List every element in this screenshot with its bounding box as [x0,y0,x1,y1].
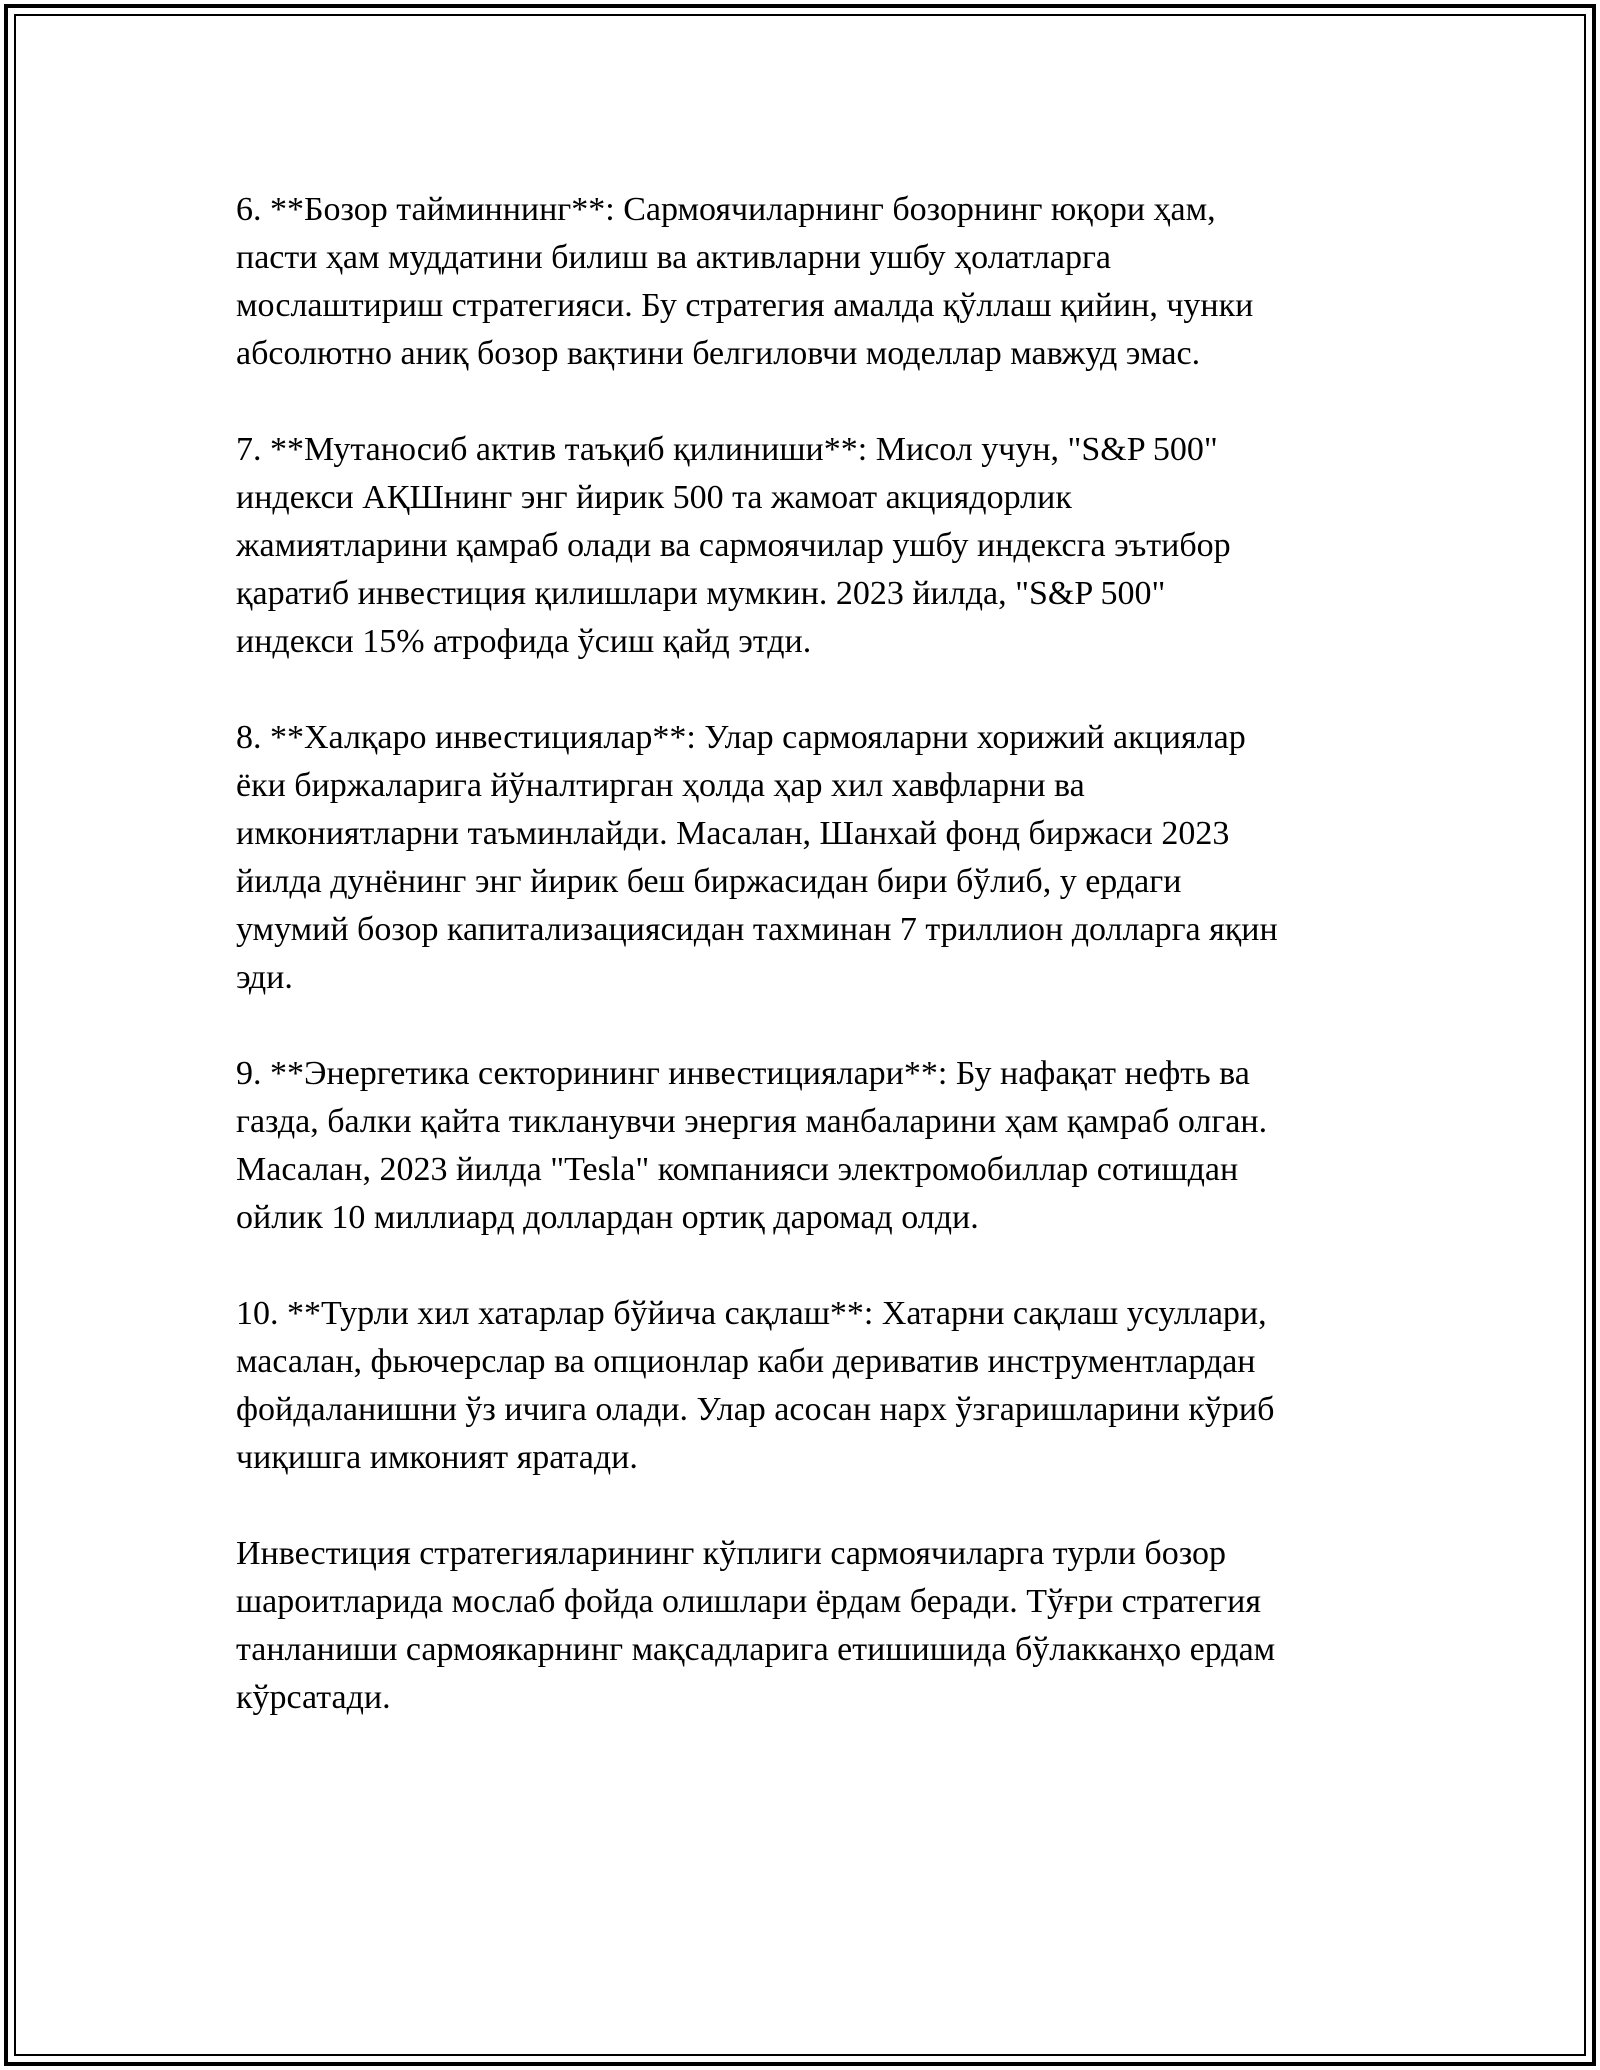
text-line: ойлик 10 миллиард доллардан ортиқ даромад олди. [236,1199,979,1236]
text-line: масалан, фьючерслар ва опционлар каби дериватив инструментлардан [236,1343,1256,1380]
text-line: Масалан, 2023 йилда "Tesla" компанияси электромобиллар сотишдан [236,1151,1239,1188]
document-body [236,186,1376,1770]
text-line: кўрсатади. [236,1679,391,1716]
paragraph-energy-sector [236,1050,1376,1242]
text-line: қаратиб инвестиция қилишлари мумкин. 2023 йилда, "S&P 500" [236,575,1166,612]
text-line: 6. **Бозор тайминнинг**: Сармоячиларнинг бозорнинг юқори ҳам, [236,191,1216,228]
text-line: умумий бозор капитализациясидан тахминан 7 триллион долларга яқин [236,911,1278,948]
text-line: чиқишга имконият яратади. [236,1439,638,1476]
text-line: абсолютно аниқ бозор вақтини белгиловчи моделлар мавжуд эмас. [236,335,1201,372]
text-line: ёки биржаларига йўналтирган ҳолда ҳар хил хавфларни ва [236,767,1085,804]
text-line: танланиши сармоякарнинг мақсадларига етишишида бўлакканҳо ердам [236,1631,1276,1668]
paragraph-market-timing [236,186,1376,378]
text-line: 8. **Халқаро инвестициялар**: Улар сармояларни хорижий акциялар [236,719,1246,756]
text-line: жамиятларини қамраб олади ва сармоячилар ушбу индексга эътибор [236,527,1231,564]
paragraph-hedging [236,1290,1376,1482]
text-line: 7. **Мутаносиб актив таъқиб қилиниши**: Мисол учун, "S&P 500" [236,431,1218,468]
text-line: мослаштириш стратегияси. Бу стратегия амалда қўллаш қийин, чунки [236,287,1254,324]
text-line: эди. [236,959,293,996]
text-line: пасти ҳам муддатини билиш ва активларни ушбу ҳолатларга [236,239,1111,276]
text-line: 9. **Энергетика секторининг инвестициялари**: Бу нафақат нефть ва [236,1055,1250,1092]
text-line: индекси 15% атрофида ўсиш қайд этди. [236,623,812,660]
paragraph-international-investments [236,714,1376,1002]
text-line: имкониятларни таъминлайди. Масалан, Шанхай фонд биржаси 2023 [236,815,1230,852]
text-line: шароитларида мослаб фойда олишлари ёрдам беради. Тўғри стратегия [236,1583,1261,1620]
text-line: 10. **Турли хил хатарлар бўйича сақлаш**: Хатарни сақлаш усуллари, [236,1295,1267,1332]
text-line: фойдаланишни ўз ичига олади. Улар асосан нарх ўзгаришларини кўриб [236,1391,1275,1428]
text-line: газда, балки қайта тикланувчи энергия манбаларини ҳам қамраб олган. [236,1103,1268,1140]
paragraph-index-tracking [236,426,1376,666]
text-line: йилда дунёнинг энг йирик беш биржасидан бири бўлиб, у ердаги [236,863,1182,900]
text-line: индекси АҚШнинг энг йирик 500 та жамоат акциядорлик [236,479,1072,516]
text-line: Инвестиция стратегияларининг кўплиги сармоячиларга турли бозор [236,1535,1226,1572]
paragraph-conclusion [236,1530,1376,1722]
